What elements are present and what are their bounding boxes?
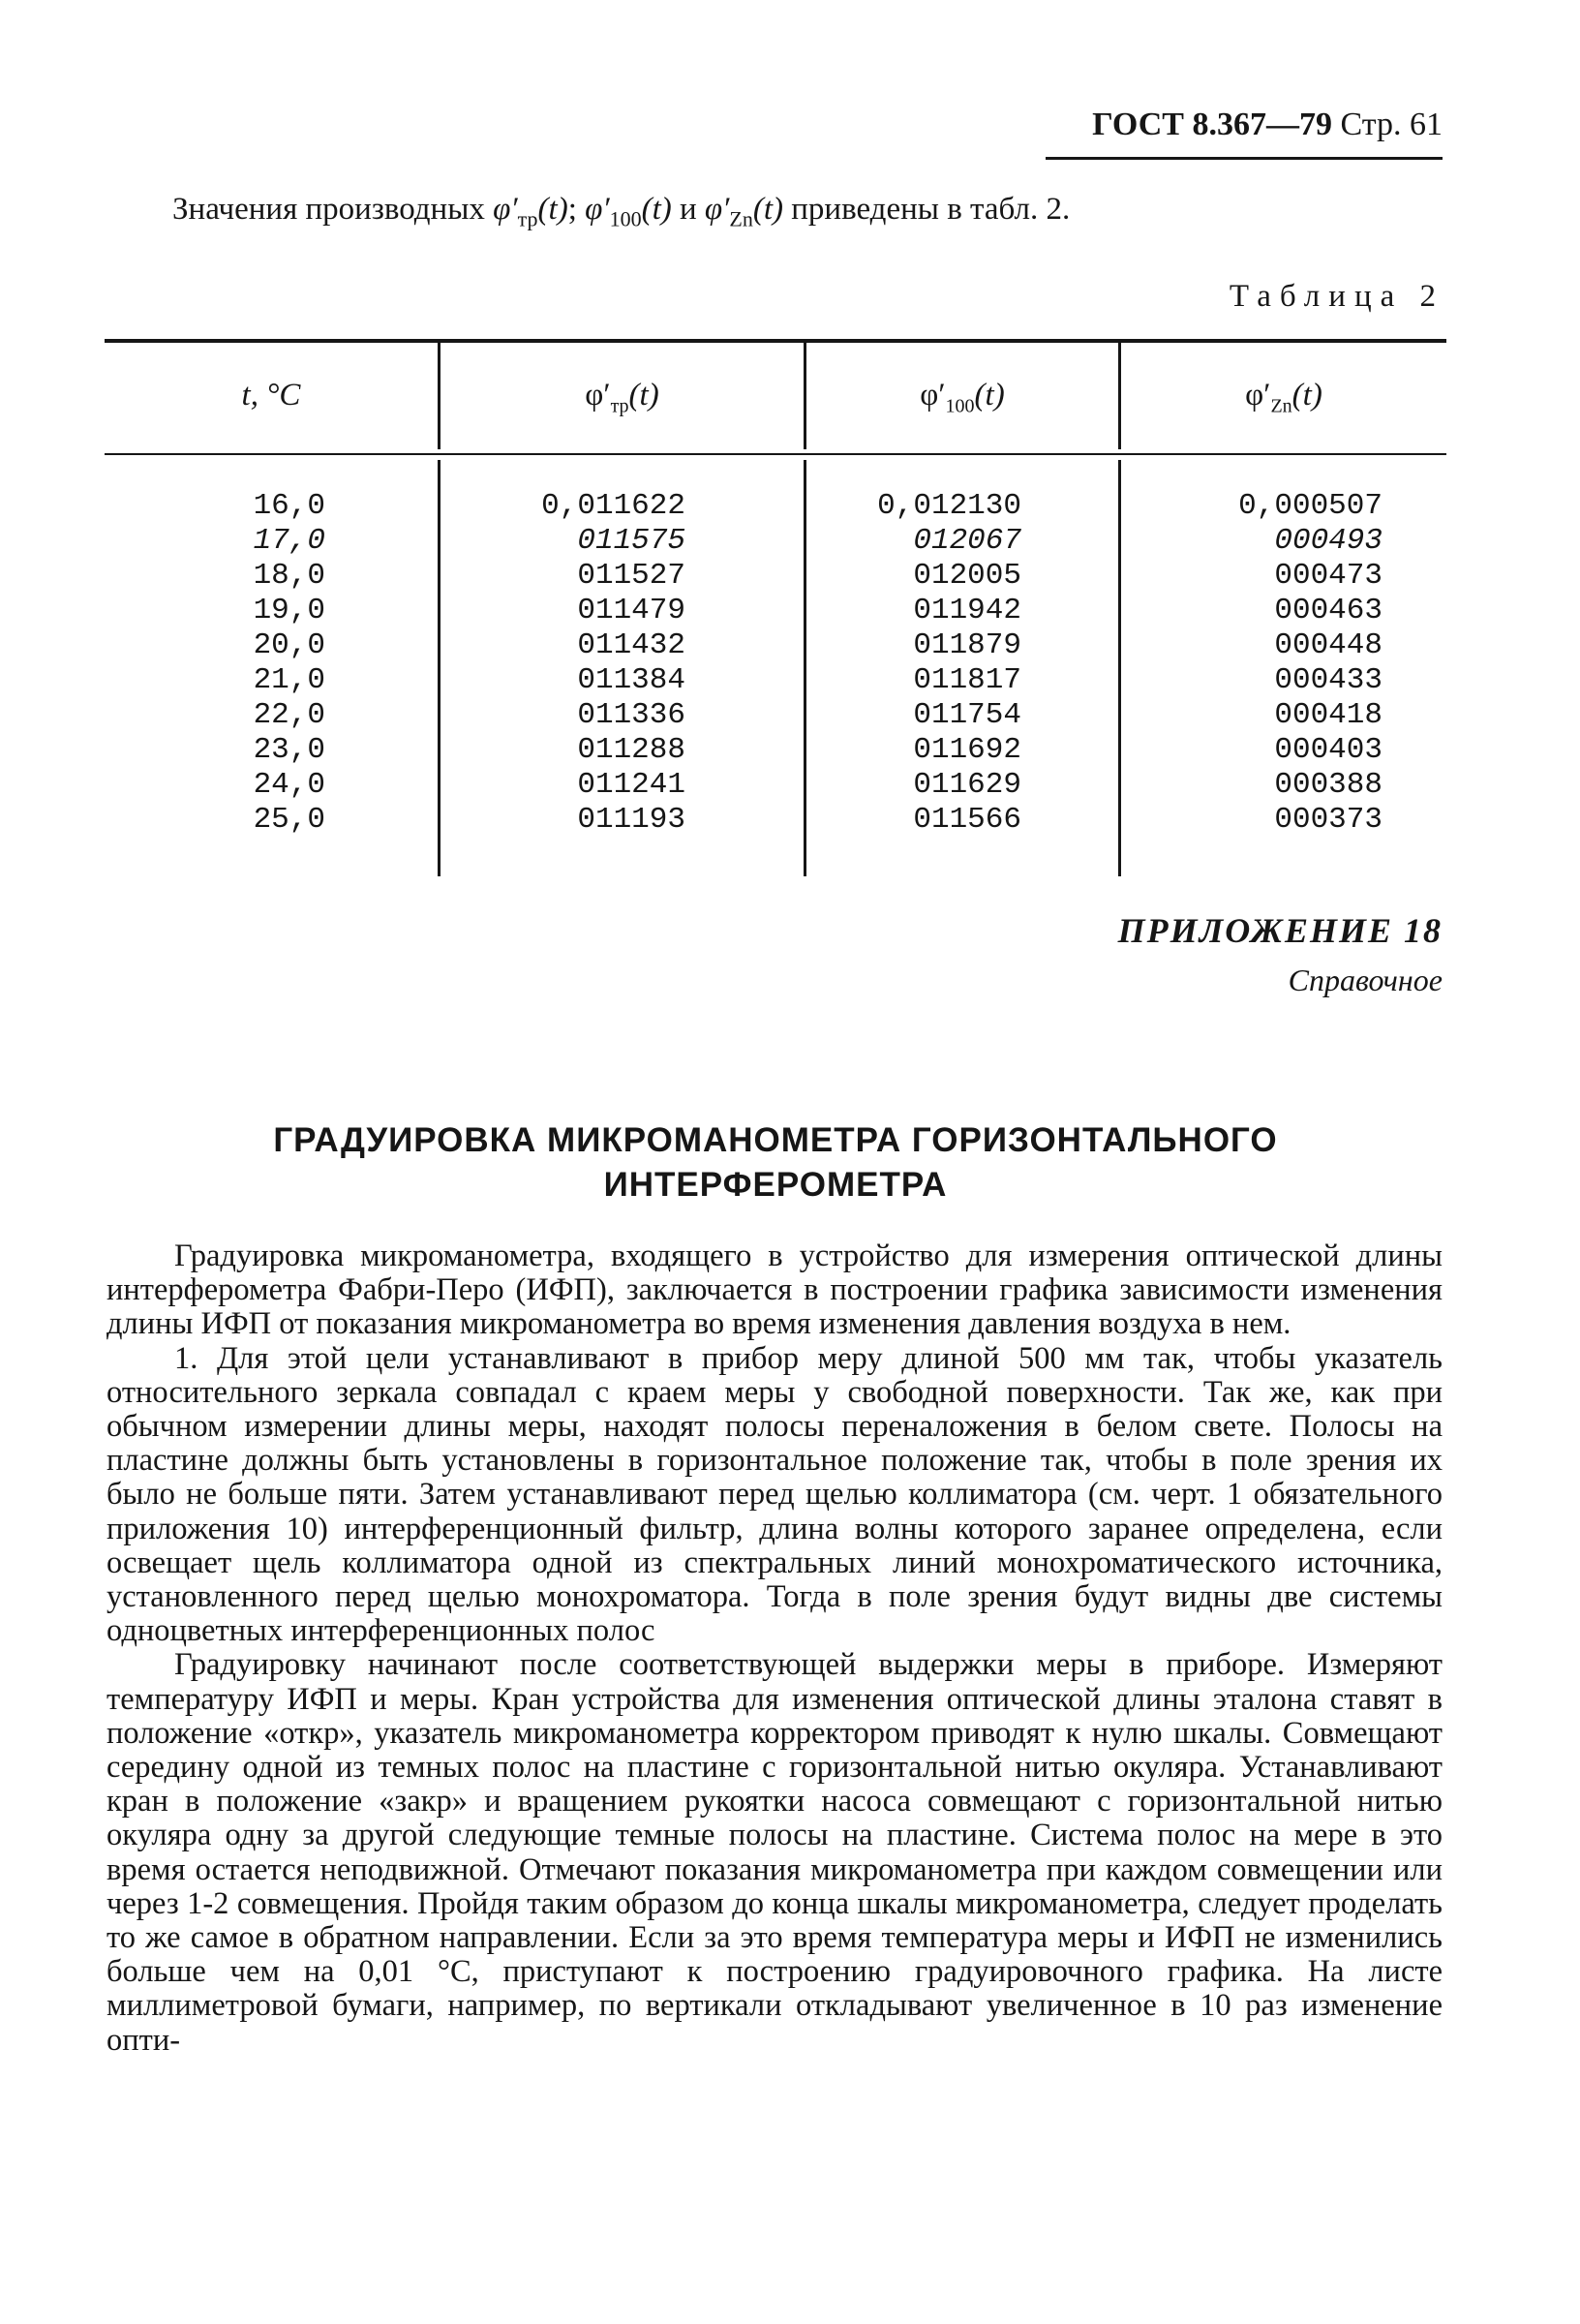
table-header-rule bbox=[105, 453, 1446, 455]
table-cell: 011575 bbox=[577, 524, 685, 558]
standard-number: ГОСТ 8.367—79 bbox=[1092, 107, 1332, 142]
table-top-rule bbox=[105, 339, 1446, 343]
table-cell: 000403 bbox=[1274, 733, 1382, 767]
table-cell: 21,0 bbox=[253, 663, 325, 697]
paragraph: 1. Для этой цели устанавливают в прибор меру длиной 500 мм так, чтобы указатель относительного зеркала совпадал с краем меры у свободной поверхности. Так же, как при обычном измерении длины меры, находят полосы переналожения в белом свете. Полосы на пластине должны быть установлены в горизонтальное положение так, чтобы в поле зрения их было не больше пяти. Затем устанавливают перед щелью коллиматора (см. черт. 1 обязательного приложения 10) интерференционный фильтр, длина волны которого заранее определена, если освещает щель коллиматора одной из спектральных линий монохроматического источника, установленного перед щелью монохроматора. Тогда в поле зрения будут видны две системы одноцветных интерференционных полос bbox=[106, 1340, 1443, 1649]
phi-symbol: φ′ bbox=[920, 378, 946, 413]
table-cell: 011942 bbox=[913, 594, 1021, 627]
table-cell: 000433 bbox=[1274, 663, 1382, 697]
header-phi-100 bbox=[806, 378, 1118, 418]
section-title-line: ИНТЕРФЕРОМЕТРА bbox=[603, 1166, 948, 1204]
table-cell: 011754 bbox=[913, 698, 1021, 732]
paragraph: Градуировку начинают после соответствующей выдержки меры в приборе. Измеряют температуру ИФП и меры. Кран устройства для изменения оптической длины эталона ставят в положение «откр», указатель микроманометра корректором приводят к нулю шкалы. Совмещают середину одной из темных полос на пластине с горизонтальной нитью окуляра. Устанавливают кран в положение «закр» и вращением рукоятки насоса совмещают с горизонтальной нитью окуляра одну за другой следующие темные полосы на пластине. Система полос на мере в это время остается неподвижной. Отмечают показания микроманометра при каждом совмещении или через 1-2 совмещения. Пройдя таким образом до конца шкалы микроманометра, следует проделать то же самое в обратном направлении. Если за это время температура меры и ИФП не изменились больше чем на 0,01 °С, приступают к построению градуировочного графика. На листе миллиметровой бумаги, например, по вертикали откладывают увеличенное в 10 раз изменение опти- bbox=[106, 1647, 1443, 2058]
column-phi-100 bbox=[876, 489, 1021, 838]
table-cell: 0,012130 bbox=[877, 489, 1021, 523]
table-cell: 011479 bbox=[577, 594, 685, 627]
appendix-title: ПРИЛОЖЕНИЕ 18 bbox=[1117, 911, 1443, 950]
header-label: t, °C bbox=[241, 378, 301, 413]
table-cell: 011817 bbox=[913, 663, 1021, 697]
table-cell: 0,000507 bbox=[1238, 489, 1382, 523]
table-cell: 000473 bbox=[1274, 559, 1382, 593]
argument: (t) bbox=[641, 192, 672, 227]
table-caption: Таблица 2 bbox=[1229, 279, 1444, 314]
phi-subscript: Zn bbox=[729, 206, 753, 231]
table-cell: 17,0 bbox=[253, 524, 325, 558]
table-cell: 000463 bbox=[1274, 594, 1382, 627]
table-cell: 011288 bbox=[577, 733, 685, 767]
table-cell: 012067 bbox=[913, 524, 1021, 558]
table-cell: 000418 bbox=[1274, 698, 1382, 732]
appendix-label bbox=[1017, 910, 1443, 998]
phi-subscript: 100 bbox=[945, 395, 975, 417]
intro-before: Значения производных bbox=[172, 192, 494, 227]
table-cell: 000493 bbox=[1274, 524, 1382, 558]
table-cell: 000373 bbox=[1274, 803, 1382, 837]
table-cell: 19,0 bbox=[253, 594, 325, 627]
header-temperature bbox=[105, 378, 438, 413]
page-number: Стр. 61 bbox=[1340, 107, 1443, 142]
column-divider bbox=[438, 460, 441, 876]
table-cell: 20,0 bbox=[253, 628, 325, 662]
separator: и bbox=[671, 192, 705, 227]
appendix-type: Справочное bbox=[1288, 963, 1443, 997]
column-phi-tr bbox=[540, 489, 685, 838]
column-divider bbox=[804, 460, 806, 876]
phi-subscript: 100 bbox=[609, 206, 642, 231]
phi-symbol: φ′ bbox=[704, 192, 730, 227]
section-title-line: ГРАДУИРОВКА МИКРОМАНОМЕТРА ГОРИЗОНТАЛЬНОГО bbox=[273, 1121, 1278, 1159]
table-cell: 011336 bbox=[577, 698, 685, 732]
intro-after: приведены в табл. 2. bbox=[783, 192, 1071, 227]
phi-symbol: φ′ bbox=[585, 378, 611, 413]
separator: ; bbox=[567, 192, 586, 227]
column-divider bbox=[1118, 460, 1121, 876]
header-rule bbox=[1046, 157, 1443, 160]
section-title bbox=[105, 1118, 1446, 1208]
table-cell: 25,0 bbox=[253, 803, 325, 837]
table-cell: 23,0 bbox=[253, 733, 325, 767]
table-cell: 011879 bbox=[913, 628, 1021, 662]
table-cell: 011692 bbox=[913, 733, 1021, 767]
table-cell: 18,0 bbox=[253, 559, 325, 593]
table-cell: 000388 bbox=[1274, 768, 1382, 802]
table-cell: 011432 bbox=[577, 628, 685, 662]
table-cell: 011629 bbox=[913, 768, 1021, 802]
column-phi-zn bbox=[1237, 489, 1382, 838]
table-cell: 011241 bbox=[577, 768, 685, 802]
argument: (t) bbox=[752, 192, 784, 227]
phi-symbol: φ′ bbox=[585, 192, 610, 227]
paragraph: Градуировка микроманометра, входящего в устройство для измерения оптической длины интерферометра Фабри-Перо (ИФП), заключается в построении графика зависимости изменения длины ИФП от показания микроманометра во время изменения давления воздуха в нем. bbox=[106, 1238, 1443, 1342]
argument: (t) bbox=[628, 378, 659, 413]
page-header bbox=[1046, 107, 1443, 143]
header-phi-zn bbox=[1121, 378, 1446, 418]
intro-sentence bbox=[172, 192, 1431, 232]
phi-subscript: Zn bbox=[1270, 395, 1292, 417]
table-cell: 011566 bbox=[913, 803, 1021, 837]
table-cell: 011193 bbox=[577, 803, 685, 837]
table-cell: 0,011622 bbox=[541, 489, 685, 523]
table-cell: 011527 bbox=[577, 559, 685, 593]
column-temperature bbox=[238, 489, 325, 838]
phi-symbol: φ′ bbox=[493, 192, 518, 227]
table-cell: 16,0 bbox=[253, 489, 325, 523]
header-phi-tr bbox=[441, 378, 804, 418]
argument: (t) bbox=[537, 192, 568, 227]
argument: (t) bbox=[1291, 378, 1322, 413]
phi-symbol: φ′ bbox=[1245, 378, 1271, 413]
phi-subscript: тр bbox=[610, 395, 629, 417]
table-cell: 011384 bbox=[577, 663, 685, 697]
data-table bbox=[105, 339, 1446, 881]
body-text bbox=[106, 1239, 1443, 2058]
phi-subscript: тр bbox=[517, 206, 538, 231]
table-cell: 24,0 bbox=[253, 768, 325, 802]
argument: (t) bbox=[974, 378, 1005, 413]
table-cell: 000448 bbox=[1274, 628, 1382, 662]
table-cell: 22,0 bbox=[253, 698, 325, 732]
table-cell: 012005 bbox=[913, 559, 1021, 593]
